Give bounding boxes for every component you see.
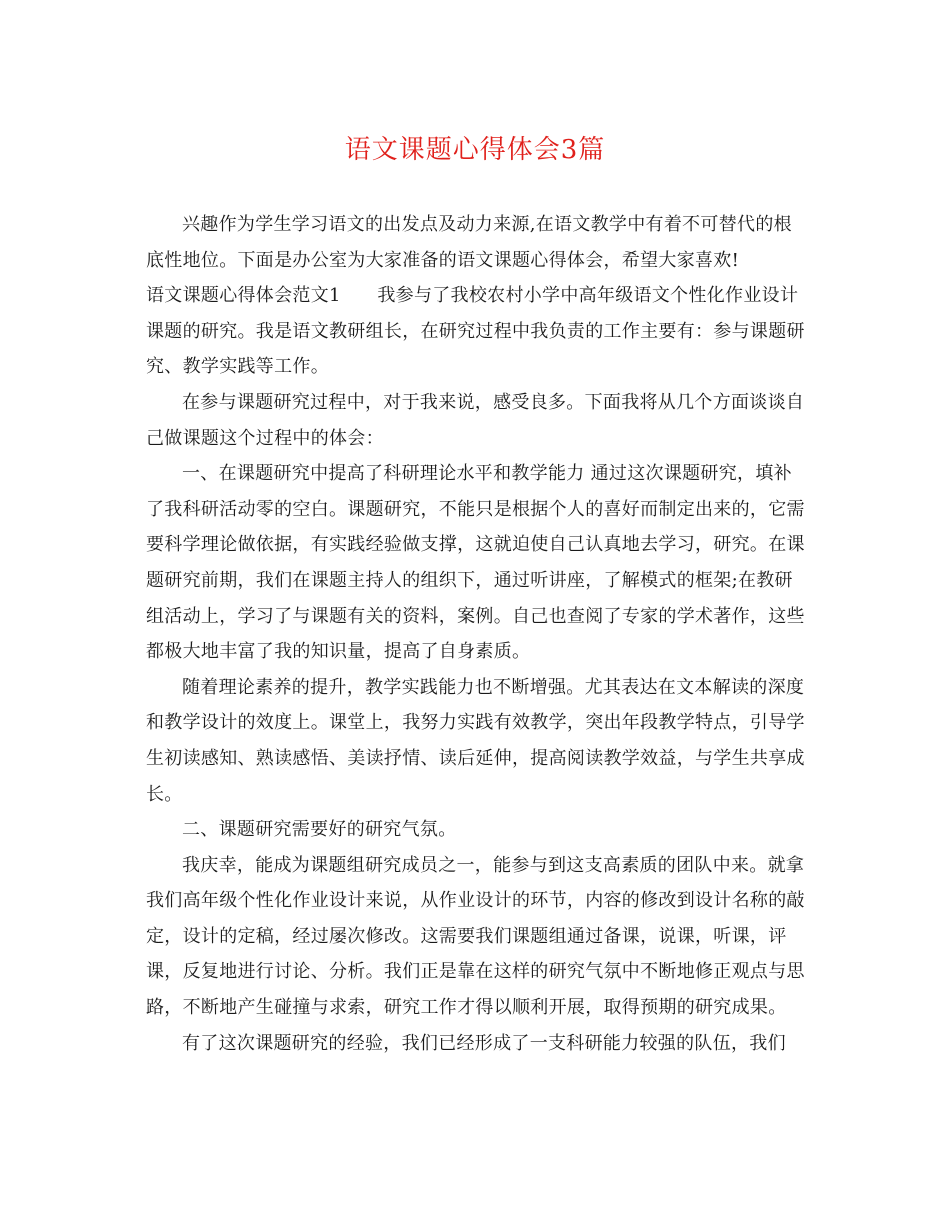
paragraph-feelings-intro: 在参与课题研究过程中，对于我来说，感受良多。下面我将从几个方面谈谈自己做课题这个过程中的体会： [146, 391, 805, 449]
paragraph-practice-ability: 随着理论素养的提升，教学实践能力也不断增强。尤其表达在文本解读的深度和教学设计的效度上。课堂上，我努力实践有效教学，突出年段教学特点，引导学生初读感知、熟读感悟、美读抒情、读后延伸，提高阅读教学效益，与学生共享成长。 [146, 676, 805, 805]
paragraph-intro: 兴趣作为学生学习语文的出发点及动力来源,在语文教学中有着不可替代的根底性地位。下面是办公室为大家准备的语文课题心得体会，希望大家喜欢! [146, 214, 792, 271]
paragraph-research-atmosphere: 我庆幸，能成为课题组研究成员之一，能参与到这支高素质的团队中来。就拿我们高年级个性化作业设计来说，从作业设计的环节，内容的修改到设计名称的敲定，设计的定稿，经过屡次修改。这需要我们课题组通过备课，说课，听课，评课，反复地进行讨论、分析。我们正是靠在这样的研究气氛中不断地修正观点与思路，不断地产生碰撞与求索，研究工作才得以顺利开展，取得预期的研究成果。 [146, 854, 805, 1019]
document-body [146, 207, 810, 1061]
paragraph-sample-1-opening: 语文课题心得体会范文1 我参与了我校农村小学中高年级语文个性化作业设计课题的研究。我是语文教研组长，在研究过程中我负责的工作主要有：参与课题研究、教学实践等工作。 [146, 285, 805, 378]
document-title: 语文课题心得体会3篇 [344, 135, 606, 165]
paragraph-section-one: 一、在课题研究中提高了科研理论水平和教学能力 通过这次课题研究，填补了我科研活动零的空白。课题研究，不能只是根据个人的喜好而制定出来的，它需要科学理论做依据，有实践经验做支撑，这就迫使自己认真地去学习，研究。在课题研究前期，我们在课题主持人的组织下，通过听讲座，了解模式的框架;在教研组活动上，学习了与课题有关的资料，案例。自己也查阅了专家的学术著作，这些都极大地丰富了我的知识量，提高了自身素质。 [146, 463, 805, 663]
paragraph-section-two-heading: 二、课题研究需要好的研究气氛。 [182, 819, 457, 841]
paragraph-experience: 有了这次课题研究的经验，我们已经形成了一支科研能力较强的队伍，我们 [182, 1032, 786, 1054]
